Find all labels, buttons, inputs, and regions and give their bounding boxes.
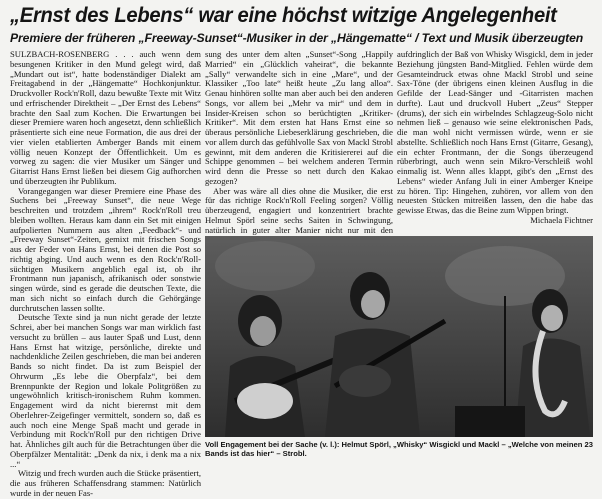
article-subheadline: Premiere der früheren „Freeway-Sunset“-Musiker in der „Hängematte“ / Text und Musik überzeugten [10,31,584,45]
article-column-3 [397,50,593,236]
article-headline: „Ernst des Lebens“ war eine höchst witzige Angelegenheit [10,4,557,27]
paragraph: aufdringlich der Baß von Whisky Wisgickl, dem in jeder Beziehung jüngsten Band-Mitglied. Fehlen würde dem Gesamteindruck etwas ohne Mackl Strobl und seine Sax-Töne (der übrigens einen kleinen Ausflug in die Gefilde der Lead-Sänger und -Gitarristen machen durfte). Laut und druckvoll Hubert „Zeus“ Stepper (drums), der sich ein wirbelndes Schlagzeug-Solo nicht nehmen ließ – genauso wie seine elektronischen Pads, die man wohl nicht vermissen würde, wenn er sie abstellte. Schließlich noch Hans Ernst (Gitarre, Gesang), ein echter Frontmann, der die Songs überzeugend rüberbringt, auch wenn sein Mikro-Verschleiß wohl einmalig ist. Wenn alles klappt, gibt's den „Ernst des Lebens“ wieder Anfang Juli in einer Amberger Kneipe zu hören. Tip: Hingehen, zuhören, vor allem von den neuesten Stücken mitreißen lassen, den die habe das gewisse Etwas, das die Beine zum Wippen bringt. [397,49,593,215]
article-column-1 [10,49,201,498]
paragraph: SULZBACH-ROSENBERG . . . auch wenn dem besungenen Kritiker in den Mund gelegt wird, daß „Mundart out ist“, hatte bodenständiger Dialekt am Freitagabend in der „Hängematte“ Hochkonjunktur. Druckvoller Rock'n'Roll, dazu bewußte Texte mit Witz und erfrischender Direktheit – „Der Ernst des Lebens“ brachte den Saal zum Kochen. Die Erwartungen bei dieser Premiere waren hoch angesetzt, denn schließlich präsentierte sich eine neue Formation, die aus drei der vier vielen etablierten Amberger Bands mit einem völlig neuen Konzept der Öffentlichkeit. Um es vorweg zu sagen: die vier Musiker um Sänger und Gitarrist Hans Ernst ließen bei diesem Gig aufhorchen und überzeugten ihr Publikum. [10,49,201,186]
paragraph: Witzig und frech wurden auch die Stücke präsentiert, die aus früheren Schaffensdrang stammen: Natürlich wurde in der neuen Fas- [10,468,201,498]
band-photo [205,236,593,437]
photo-caption: Voll Engagement bei der Sache (v. l.): Helmut Spörl, „Whisky“ Wisgickl und Mackl – „Welche von meinen 23 Bands ist das hier“ – Strobl. [205,440,593,458]
paragraph: sung des unter dem alten „Sunset“-Song „Happily Married“ ein „Glücklich vaheirat“, die bekannte „Sally“ verwandelte sich in eine „Mare“, und der Klassiker „Too late“ heißt heute „Zu lang alloa“. Genau hinhören sollte man aber auch bei den anderen Songs, vor allem bei „Mehr va mir“ und dem in Insider-Kreisen schon so berüchtigten „Kritiker-Kritiker“. Mit dem ersten hat Hans Ernst eine so überaus persönliche Liebeserklärung geschrieben, die vor allem durch das gefühlvolle Sax von Mackl Strobl gewinnt, mit dem anderen die Kritisiererei auf die Schippe genommen – bei welchem anderen Termin wird denn die Presse so nett durch den Kakao gezogen? [205,49,393,186]
article-column-2 [205,50,393,236]
paragraph: Vorangegangen war dieser Premiere eine Phase des Suchens bei „Freeway Sunset“, die neue Wege beschreiten und trotzdem „ihrem“ Rock'n'Roll treu bleiben wollten. Heraus kam dann ein Set mit einigen aufpolierten Nummern aus alten „Feedback“- und „Freeway Sunset“-Zeiten, gemixt mit frischen Songs aus der Feder von Hans Ernst, bei denen die Post so richtig abging. Und auch wenn es den Rock'n'Roll-süchtigen Musikern angeblich egal ist, ob ihr Frontmann nun japanisch, afrikanisch oder sonstwie singen würde, sind es gerade die deutschen Texte, die man sich nicht so einfach durch die Gehörgänge durchrutschen lassen sollte. [10,185,201,313]
author-signature: Michaela Fichtner [530,214,593,225]
paragraph: Aber was wäre all dies ohne die Musiker, die erst für das richtige Rock'n'Roll Feeling sorgen? Völlig überzeugend, engagiert und konzentriert brachte Helmut Spörl seine sechs Saiten in Schwingung, natürlich in guter alter Manier nicht nur mit den [205,185,393,235]
paragraph: Deutsche Texte sind ja nun nicht gerade der letzte Schrei, aber bei manchen Songs war man wirklich fast versucht zu brüllen – aus lauter Spaß und Lust, denn Hans Ernst hat witzige, persönliche, direkte und nachdenkliche Zeilen geschrieben, die man bei anderen Bands so nicht findet. Da ist zum Beispiel der Ohrwurm „Es lebe die Oberpfalz“, bei dem Brennpunkte der Region und lokale Politgrößen zu ungewöhnlich kritisch-ironischem Ruhm kommen. Engagement wird da nicht bierernst mit dem Oberlehrer-Zeigefinger vermittelt, sondern so, daß es auch noch eine Menge Spaß macht und gerade in Verbindung mit Rock'n'Roll pur den richtigen Drive hat. Ähnliches gilt auch für die Betrachtungen über die Oberpfälzer Mentalität: „Denk da nix, i denk ma a nix ...“ [10,312,201,469]
band-photo-illustration [205,236,593,437]
